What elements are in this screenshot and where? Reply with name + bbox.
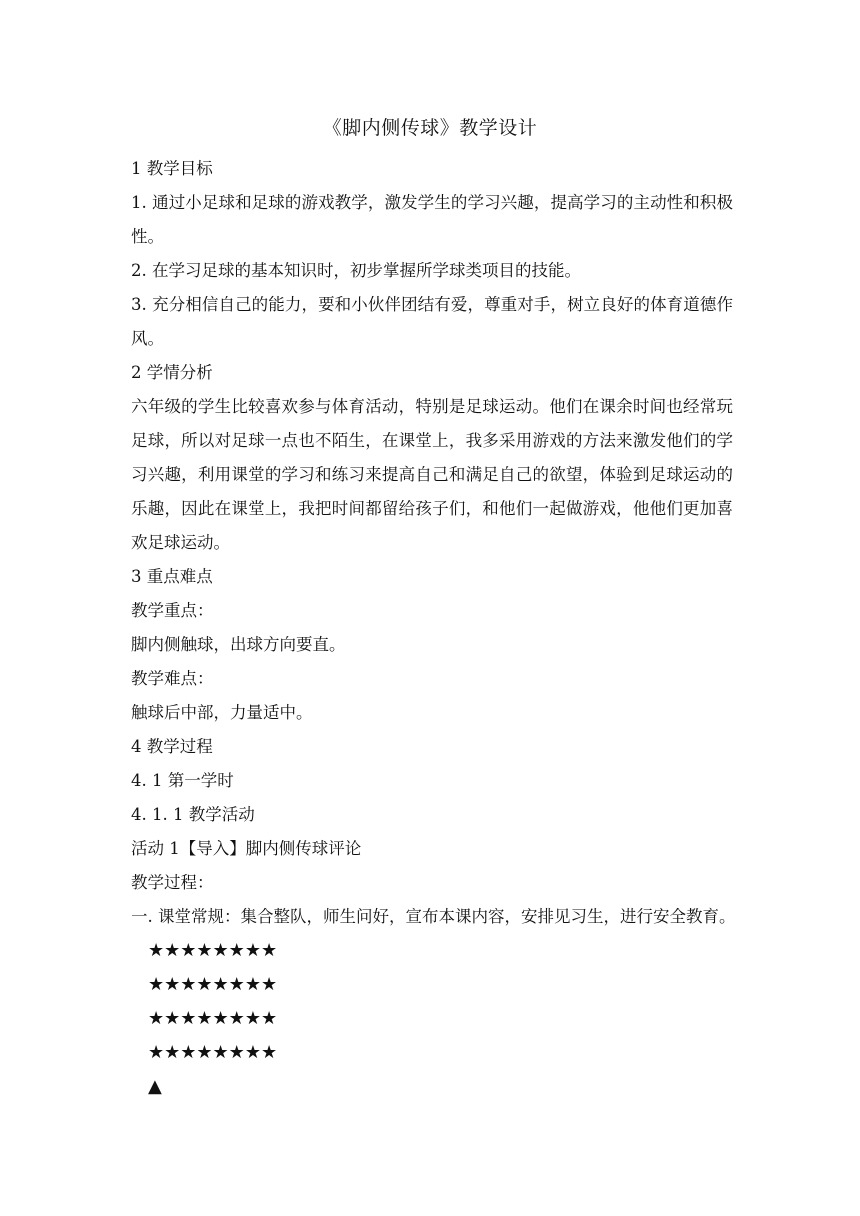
formation-row-4: ★★★★★★★★: [148, 1042, 278, 1063]
section-heading-objectives: 1 教学目标: [131, 159, 213, 178]
formation-row-1: ★★★★★★★★: [148, 940, 278, 961]
process-item-1: 一. 课堂常规：集合整队，师生问好，宣布本课内容，安排见习生，进行安全教育。: [131, 907, 736, 926]
section-heading-process: 4 教学过程: [131, 737, 213, 756]
objective-item-3: 3. 充分相信自己的能力，要和小伙伴团结有爱，尊重对手，树立良好的体育道德作风。: [131, 295, 733, 348]
process-label: 教学过程：: [131, 873, 214, 892]
subsection-teaching-activity: 4. 1. 1 教学活动: [131, 805, 255, 824]
teacher-position-icon: ▲: [148, 1076, 162, 1097]
activity-1-title: 活动 1【导入】脚内侧传球评论: [131, 839, 362, 858]
analysis-paragraph: 六年级的学生比较喜欢参与体育活动，特别是足球运动。他们在课余时间也经常玩足球，所以对足球一点也不陌生，在课堂上，我多采用游戏的方法来激发他们的学习兴趣，利用课堂的学习和练习来提高自己和满足自己的欲望，体验到足球运动的乐趣，因此在课堂上，我把时间都留给孩子们，和他们一起做游戏，他他们更加喜欢足球运动。: [131, 397, 733, 552]
formation-row-3: ★★★★★★★★: [148, 1008, 278, 1029]
subsection-first-lesson: 4. 1 第一学时: [131, 771, 234, 790]
key-point-text: 脚内侧触球，出球方向要直。: [131, 635, 346, 654]
formation-row-2: ★★★★★★★★: [148, 974, 278, 995]
objective-item-2: 2. 在学习足球的基本知识时，初步掌握所学球类项目的技能。: [131, 261, 581, 280]
key-point-label: 教学重点：: [131, 601, 214, 620]
document-title: 《脚内侧传球》教学设计: [322, 117, 538, 139]
difficulty-text: 触球后中部，力量适中。: [131, 703, 313, 722]
section-heading-analysis: 2 学情分析: [131, 363, 213, 382]
section-heading-key-points: 3 重点难点: [131, 567, 213, 586]
document-body: [131, 152, 736, 1104]
objective-item-1: 1. 通过小足球和足球的游戏教学，激发学生的学习兴趣，提高学习的主动性和积极性。: [131, 193, 733, 246]
difficulty-label: 教学难点：: [131, 669, 214, 688]
